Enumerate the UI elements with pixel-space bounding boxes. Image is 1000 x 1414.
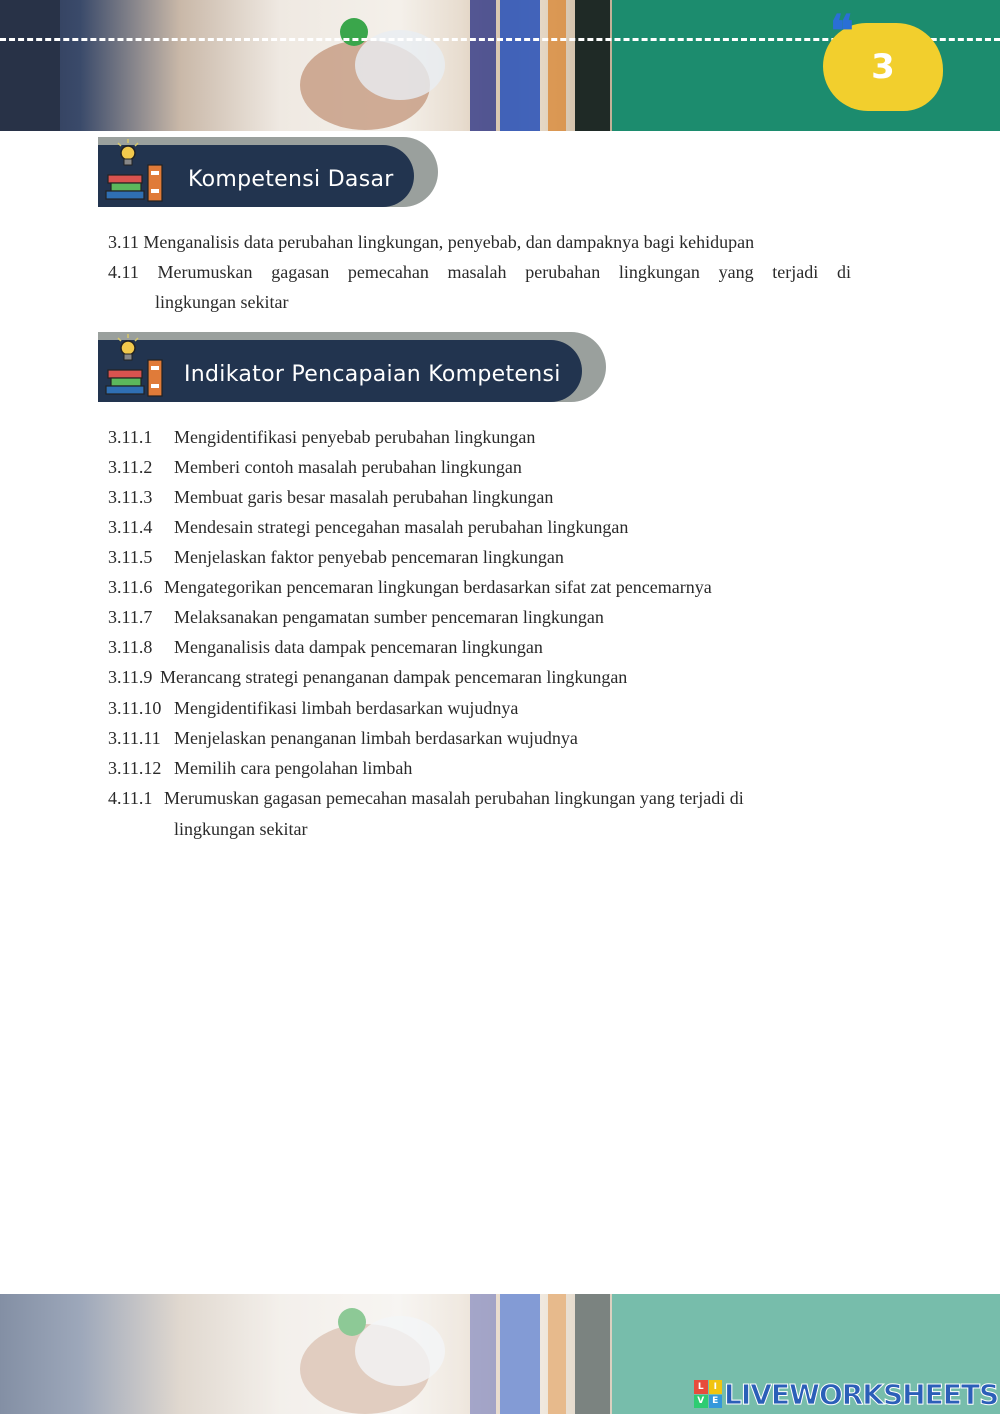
quote-icon: ❝ (830, 6, 854, 57)
logo-letter: I (709, 1380, 723, 1394)
plastic-bottle-shape (355, 1316, 445, 1386)
banner-bin-orange (548, 1294, 566, 1414)
item-text: Merumuskan gagasan pemecahan masalah perubahan lingkungan yang terjadi di (164, 788, 744, 808)
watermark-text: LIVEWORKSHEETS (724, 1377, 999, 1411)
list-item (108, 486, 553, 508)
item-text: Membuat garis besar masalah perubahan lingkungan (174, 487, 554, 507)
list-item (108, 426, 535, 448)
kd-item: 4.11 Merumuskan gagasan pemecahan masalah perubahan lingkungan yang terjadi di (108, 262, 851, 282)
banner-bin-orange (548, 0, 566, 131)
item-text: Melaksanakan pengamatan sumber pencemaran lingkungan (174, 607, 604, 627)
item-text: Mendesain strategi pencegahan masalah perubahan lingkungan (174, 517, 629, 537)
item-number: 3.11.11 (108, 728, 161, 748)
section-title: Indikator Pencapaian Kompetensi (184, 362, 561, 387)
item-text: Memberi contoh masalah perubahan lingkungan (174, 457, 522, 477)
list-item (108, 516, 628, 538)
item-number: 3.11.12 (108, 758, 162, 778)
logo-letter: V (694, 1395, 708, 1409)
banner-bottle-blue (470, 1294, 496, 1414)
section-header-kompetensi-dasar (98, 137, 438, 207)
list-item (108, 456, 522, 478)
page-number-badge: 3 (823, 23, 943, 111)
kd-item: 3.11 Menganalisis data perubahan lingkungan, penyebab, dan dampaknya bagi kehidupan (108, 232, 755, 252)
logo-letter: E (709, 1395, 723, 1409)
list-item (108, 727, 578, 749)
item-number: 4.11.1 (108, 788, 153, 808)
section-header-indikator (98, 332, 606, 402)
list-item-continuation: lingkungan sekitar (174, 819, 308, 839)
banner-shade (0, 0, 60, 131)
list-item (108, 787, 744, 809)
banner-bin-dark (575, 0, 610, 131)
item-number: 3.11.7 (108, 607, 153, 627)
item-text: Mengategorikan pencemaran lingkungan berdasarkan sifat zat pencemarnya (164, 577, 712, 597)
banner-bin-dark (575, 1294, 610, 1414)
list-item (108, 757, 412, 779)
item-number: 3.11.2 (108, 457, 153, 477)
section-title: Kompetensi Dasar (188, 167, 394, 192)
item-text: Memilih cara pengolahan limbah (174, 758, 413, 778)
item-number: 3.11.1 (108, 427, 153, 447)
item-number: 3.11.9 (108, 667, 153, 687)
banner-bin-blue (500, 0, 540, 131)
item-number: 3.11.8 (108, 637, 153, 657)
bottle-cap-shape (338, 1308, 366, 1336)
item-text: Merancang strategi penanganan dampak pencemaran lingkungan (160, 667, 628, 687)
bottle-cap-shape (340, 18, 368, 46)
item-number: 3.11.4 (108, 517, 153, 537)
list-item (108, 636, 543, 658)
banner-bottle-blue (470, 0, 496, 131)
liveworksheets-logo-icon (694, 1380, 722, 1408)
item-text: Mengidentifikasi penyebab perubahan lingkungan (174, 427, 536, 447)
list-item (108, 697, 518, 719)
item-number: 3.11.3 (108, 487, 153, 507)
books-lightbulb-icon (102, 137, 168, 207)
item-text: Menjelaskan faktor penyebab pencemaran lingkungan (174, 547, 564, 567)
item-number: 3.11.5 (108, 547, 153, 567)
logo-letter: L (694, 1380, 708, 1394)
item-text: Menjelaskan penanganan limbah berdasarkan wujudnya (174, 728, 578, 748)
kd-item-continuation: lingkungan sekitar (155, 292, 289, 312)
list-item (108, 576, 712, 598)
item-number: 3.11.10 (108, 698, 162, 718)
banner-bin-blue (500, 1294, 540, 1414)
list-item (108, 666, 627, 688)
list-item (108, 546, 564, 568)
books-lightbulb-icon (102, 332, 168, 402)
liveworksheets-watermark[interactable] (694, 1378, 998, 1410)
item-text: Mengidentifikasi limbah berdasarkan wujudnya (174, 698, 519, 718)
item-number: 3.11.6 (108, 577, 153, 597)
item-text: Menganalisis data dampak pencemaran lingkungan (174, 637, 543, 657)
header-banner-photo (0, 0, 1000, 131)
list-item (108, 606, 604, 628)
